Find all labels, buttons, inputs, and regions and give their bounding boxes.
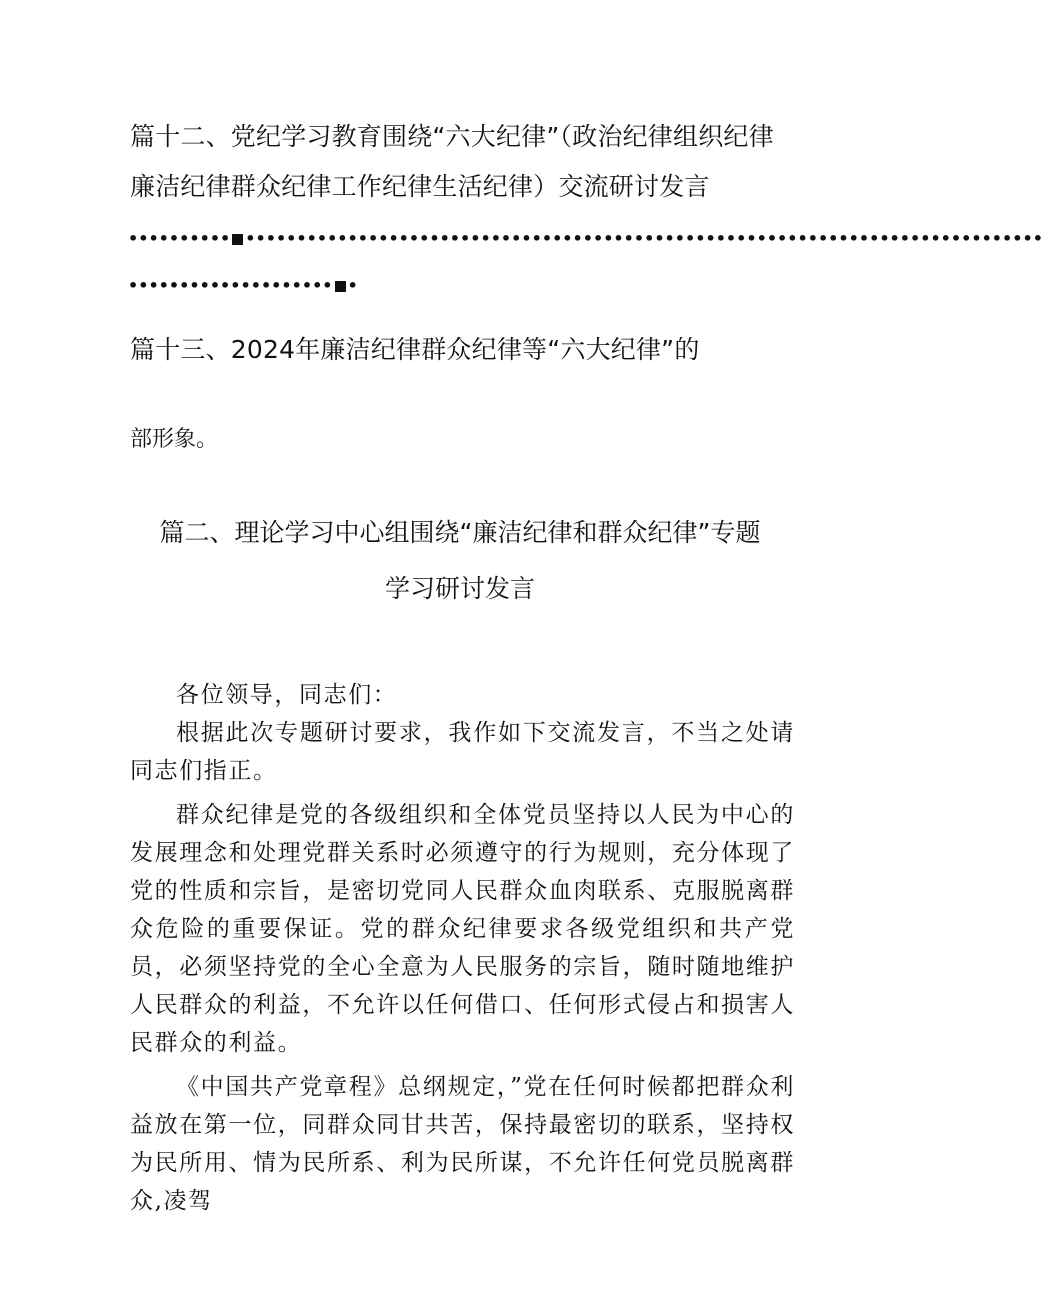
body-paragraph-1: 根据此次专题研讨要求，我作如下交流发言，不当之处请同志们指正。 — [130, 720, 795, 784]
body-paragraph-2: 群众纪律是党的各级组织和全体党员坚持以人民为中心的发展理念和处理党群关系时必须遵守的行为规则，充分体现了党的性质和宗旨，是密切党同人民群众血肉联系、克服脱离群众危险的重要保证。党的群众纪律要求各级党组织和共产党员，必须坚持党的全心全意为人民服务的宗旨，随时随地维护人民群众的利益，不允许以任何借口、任何形式侵占和损害人民群众的利益。 — [130, 802, 795, 1056]
body-paragraph-3: 《中国共产党章程》总纲规定，”党在任何时候都把群众利益放在第一位，同群众同甘共苦，保持最密切的联系，坚持权为民所用、情为民所系、利为民所谋，不允许任何党员脱离群众,凌驾 — [130, 1074, 795, 1214]
orphan-text-fragment: 部形象。 — [130, 427, 219, 452]
square-marker-icon — [232, 234, 243, 245]
toc-leader-dots-2: •••••••••••••••••••• • — [128, 276, 358, 295]
article-heading-line-1: 篇二、理论学习中心组围绕“廉洁纪律和群众纪律”专题 — [159, 518, 761, 547]
article-body — [130, 676, 795, 1220]
salutation: 各位领导，同志们： — [176, 682, 398, 708]
toc-leader-dots-1: •••••••••• •••••••••••••••••••••••••••••••••••••••••••••••••••••••••••••••••••••••••••••• — [128, 229, 1043, 248]
toc-item-13[interactable]: 篇十三、2024年廉洁纪律群众纪律等“六大纪律”的 — [130, 335, 700, 364]
square-marker-icon — [335, 281, 346, 292]
toc-item-12-line-2[interactable]: 廉洁纪律群众纪律工作纪律生活纪律）交流研讨发言 — [130, 172, 710, 201]
article-heading-line-2: 学习研讨发言 — [384, 574, 535, 603]
toc-item-12-line-1[interactable]: 篇十二、党纪学习教育围绕“六大纪律”（政治纪律组织纪律 — [130, 122, 774, 151]
